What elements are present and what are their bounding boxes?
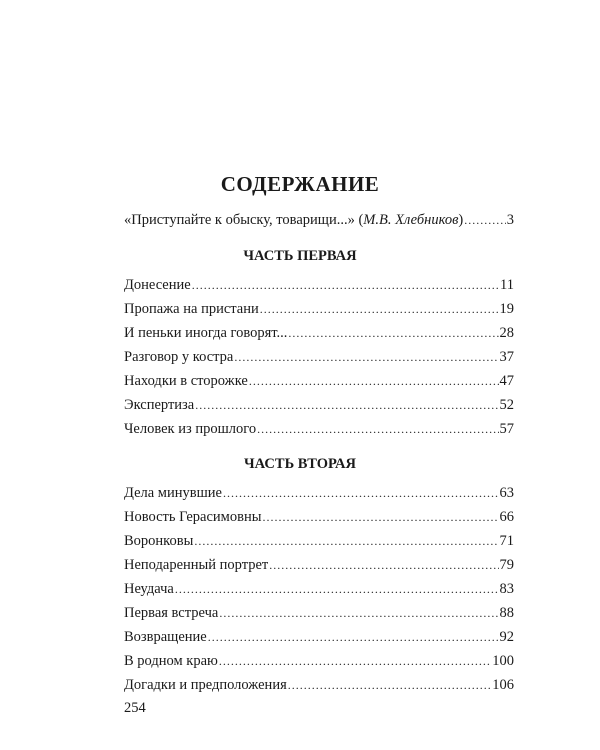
epigraph-text	[124, 212, 463, 229]
toc-entry	[124, 533, 514, 553]
epigraph-quote: «Приступайте к обыску, товарищи...»	[124, 212, 355, 228]
entry-page: 106	[492, 677, 514, 693]
entry-page: 52	[499, 397, 514, 413]
entry-title: Первая встреча	[124, 605, 219, 621]
dot-leader	[288, 678, 492, 693]
entry-page: 63	[499, 485, 514, 501]
toc-entry	[124, 485, 514, 505]
entry-page: 57	[499, 421, 514, 437]
entry-page: 100	[492, 653, 514, 669]
dot-leader	[195, 398, 498, 413]
entry-page: 92	[499, 629, 514, 645]
toc-entry	[124, 277, 514, 297]
dot-leader	[192, 278, 499, 293]
entry-page: 47	[499, 373, 514, 389]
entry-page: 37	[499, 349, 514, 365]
entry-page: 79	[499, 557, 514, 573]
toc-entry	[124, 557, 514, 577]
entry-title: Находки в сторожке	[124, 373, 248, 389]
epigraph-paren-open: (	[354, 212, 364, 228]
dot-leader	[234, 350, 498, 365]
entry-title: Неподаренный портрет	[124, 557, 269, 573]
entry-title: В родном краю	[124, 653, 218, 669]
toc-entry	[124, 605, 514, 625]
entry-title: Пропажа на пристани	[124, 301, 259, 317]
entry-page: 11	[500, 277, 514, 293]
dot-leader	[257, 422, 498, 437]
dot-leader	[208, 630, 499, 645]
part-one-heading: ЧАСТЬ ПЕРВАЯ	[243, 248, 357, 264]
entry-title: Воронковы	[124, 533, 194, 549]
dot-leader	[223, 486, 499, 501]
dot-leader	[175, 582, 499, 597]
toc-entry	[124, 581, 514, 601]
dot-leader	[194, 534, 498, 549]
entry-page: 28	[499, 325, 514, 341]
entry-page: 71	[499, 533, 514, 549]
dot-leader	[262, 510, 498, 525]
part-two-heading: ЧАСТЬ ВТОРАЯ	[244, 456, 356, 472]
entry-title: Донесение	[124, 277, 191, 293]
toc-entry	[124, 629, 514, 649]
entry-title: Дела минувшие	[124, 485, 222, 501]
dot-leader	[260, 302, 499, 317]
entry-title: Человек из прошлого	[124, 421, 257, 437]
toc-title: СОДЕРЖАНИЕ	[220, 172, 380, 196]
entry-page: 66	[499, 509, 514, 525]
entry-title: И пеньки иногда говорят...	[124, 325, 288, 341]
page-number: 254	[124, 700, 146, 716]
epigraph-author: М.В. Хлебников	[363, 212, 459, 228]
toc-entry	[124, 421, 514, 441]
entry-title: Разговор у костра	[124, 349, 234, 365]
toc-entry	[124, 373, 514, 393]
toc-entry	[124, 301, 514, 321]
dot-leader	[249, 374, 499, 389]
dot-leader	[219, 654, 491, 669]
dot-leader	[219, 606, 498, 621]
epigraph-entry	[124, 212, 514, 232]
entry-title: Догадки и предположения	[124, 677, 287, 693]
entry-title: Неудача	[124, 581, 174, 597]
toc-entry	[124, 397, 514, 417]
dot-leader	[288, 326, 498, 341]
toc-entry	[124, 677, 514, 697]
entry-title: Экспертиза	[124, 397, 195, 413]
entry-page: 88	[499, 605, 514, 621]
epigraph-page: 3	[506, 212, 514, 228]
dot-leader	[464, 213, 506, 228]
entry-page: 19	[499, 301, 514, 317]
toc-entry	[124, 349, 514, 369]
dot-leader	[269, 558, 498, 573]
entry-page: 83	[499, 581, 514, 597]
entry-title: Возвращение	[124, 629, 207, 645]
epigraph-paren-close: )	[458, 212, 464, 228]
entry-title: Новость Герасимовны	[124, 509, 262, 525]
toc-entry	[124, 325, 514, 345]
toc-entry	[124, 509, 514, 529]
toc-entry	[124, 653, 514, 673]
